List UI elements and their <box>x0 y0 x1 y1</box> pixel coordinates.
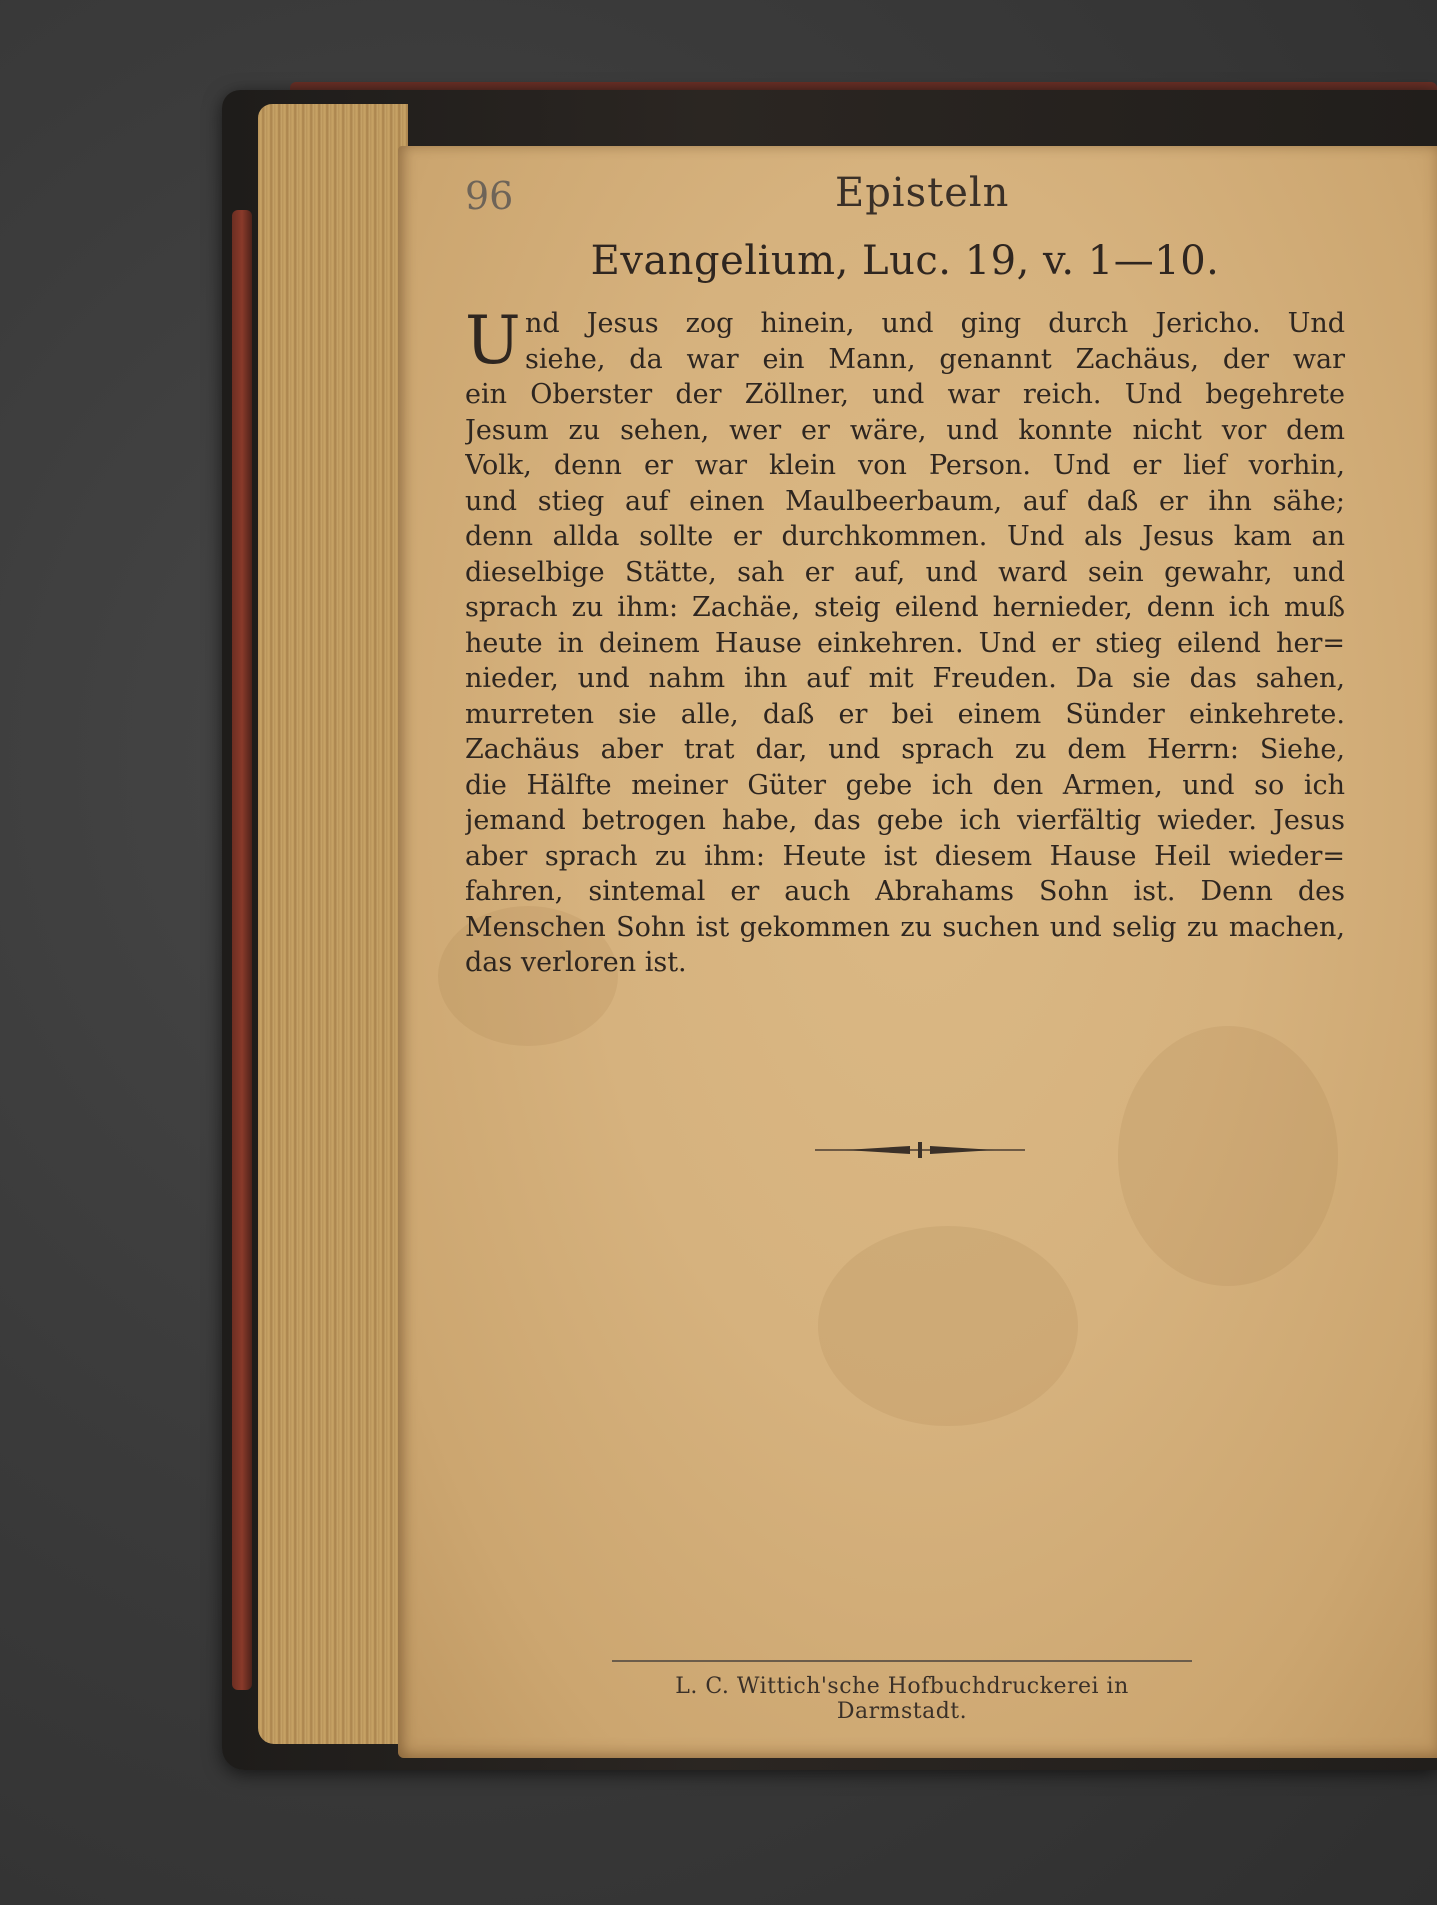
section-heading: Evangelium, Luc. 19, v. 1—10. <box>590 238 1220 284</box>
drop-cap: U <box>465 302 521 379</box>
text-line: Volk, denn er war klein von Person. Und er lief vorhin, <box>465 450 1345 481</box>
running-head <box>465 168 1365 224</box>
paper-stain <box>1118 1026 1338 1286</box>
body-text <box>465 302 1345 981</box>
text-line: ein Oberster der Zöllner, und war reich. Und begehrete <box>465 379 1345 410</box>
text-line: Jesum zu sehen, wer er wäre, und konnte nicht vor dem <box>465 414 1345 446</box>
text-line: nd Jesus zog hinein, und ging durch Jericho. Und <box>525 308 1345 339</box>
text-line: aber sprach zu ihm: Heute ist diesem Hause Heil wieder= <box>465 840 1345 872</box>
book-spine-edge <box>232 210 252 1690</box>
text-line: fahren, sintemal er auch Abrahams Sohn ist. Denn des <box>465 876 1345 907</box>
running-title: Episteln <box>835 170 1010 216</box>
page-number: 96 <box>465 174 514 218</box>
ornament-divider-icon <box>815 1138 1025 1162</box>
text-line: denn allda sollte er durchkommen. Und als Jesus kam an <box>465 521 1345 552</box>
text-line: heute in deinem Hause einkehren. Und er stieg eilend her= <box>465 627 1345 659</box>
text-line: das verloren ist. <box>465 947 687 978</box>
text-line: die Hälfte meiner Güter gebe ich den Armen, und so ich <box>465 769 1345 801</box>
text-line: Zachäus aber trat dar, und sprach zu dem Herrn: Siehe, <box>465 734 1345 765</box>
text-line: Menschen Sohn ist gekommen zu suchen und selig zu machen, <box>465 911 1345 943</box>
footer-rule <box>612 1660 1192 1662</box>
printer-imprint: L. C. Wittich'sche Hofbuchdruckerei in Darmstadt. <box>675 1674 1129 1724</box>
text-line: nieder, und nahm ihn auf mit Freuden. Da sie das sahen, <box>465 663 1345 694</box>
text-line: und stieg auf einen Maulbeerbaum, auf daß er ihn sähe; <box>465 485 1345 517</box>
text-line: murreten sie alle, daß er bei einem Sünder einkehrete. <box>465 698 1345 730</box>
text-line: sprach zu ihm: Zachäe, steig eilend hernieder, denn ich muß <box>465 592 1345 623</box>
text-line: jemand betrogen habe, das gebe ich vierfältig wieder. Jesus <box>465 805 1345 836</box>
text-line: siehe, da war ein Mann, genannt Zachäus, der war <box>525 343 1345 375</box>
page-edges <box>258 104 408 1744</box>
text-line: dieselbige Stätte, sah er auf, und ward sein gewahr, und <box>465 556 1345 588</box>
paper-stain <box>818 1226 1078 1426</box>
